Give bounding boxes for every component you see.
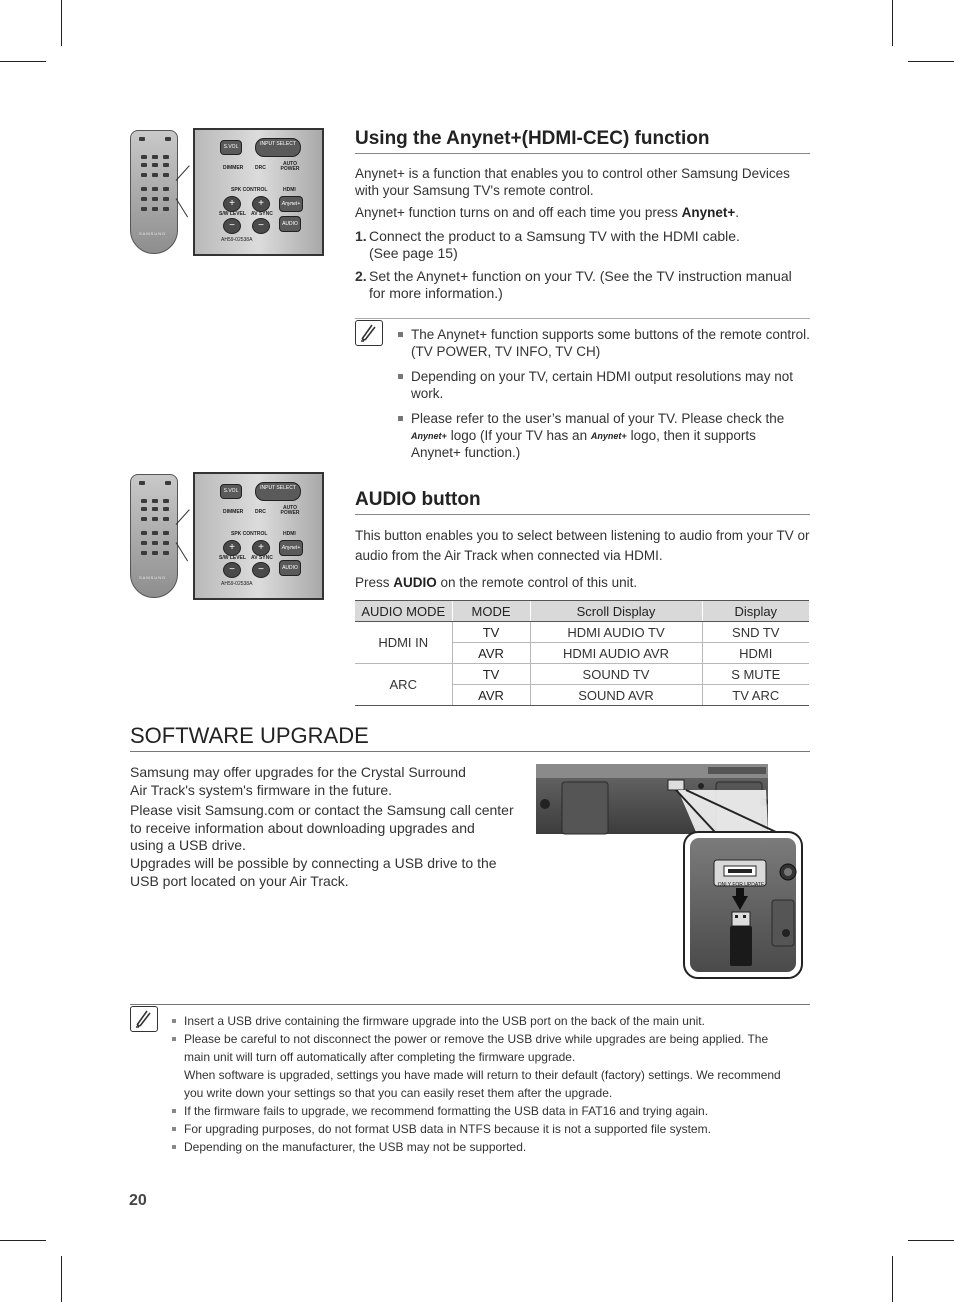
crop-mark bbox=[908, 61, 954, 62]
anynet-note-1: The Anynet+ function supports some buttons of the remote control. (TV POWER, TV INFO, TV CH) bbox=[397, 326, 811, 360]
remote-zoom-view bbox=[193, 472, 324, 600]
drc-label: DRC bbox=[255, 165, 266, 171]
software-upgrade-title: SOFTWARE UPGRADE bbox=[130, 723, 369, 748]
mode-cell: AVR bbox=[452, 643, 530, 664]
dimmer-label: DIMMER bbox=[223, 509, 244, 515]
anynet-note-2: Depending on your TV, certain HDMI output resolutions may not work. bbox=[397, 368, 811, 402]
software-note-5: Depending on the manufacturer, the USB may not be supported. bbox=[170, 1138, 810, 1156]
software-note-2: Please be careful to not disconnect the power or remove the USB drive while upgrades are being applied. The main unit will turn off automatically after completing the firmware upgrade. When software is upgraded, settings you have made will return to their default (factory) settings. We recommend you write down your settings so that you can easily reset them after the upgrade. bbox=[170, 1030, 810, 1102]
remote-brand: SAMSUNG bbox=[139, 231, 167, 236]
crop-mark bbox=[908, 1240, 954, 1241]
crop-mark bbox=[892, 1256, 893, 1302]
plus-icon: + bbox=[252, 196, 270, 212]
av-sync-label: AV SYNC bbox=[251, 211, 273, 217]
remote-full-view bbox=[130, 474, 178, 598]
minus-icon: − bbox=[252, 218, 270, 234]
note-rule bbox=[355, 318, 810, 319]
audio-mode-cell: HDMI IN bbox=[355, 622, 452, 664]
anynet-button: Anynet+ bbox=[279, 196, 303, 212]
drc-label: DRC bbox=[255, 509, 266, 515]
crop-mark bbox=[0, 61, 46, 62]
model-number: AH59-02538A bbox=[221, 237, 253, 243]
spk-control-label: SPK CONTROL bbox=[231, 187, 268, 193]
minus-icon: − bbox=[223, 218, 241, 234]
crop-mark bbox=[61, 0, 62, 46]
crop-mark bbox=[61, 1256, 62, 1302]
title-rule bbox=[355, 514, 810, 515]
spk-control-label: SPK CONTROL bbox=[231, 531, 268, 537]
minus-icon: − bbox=[223, 562, 241, 578]
scroll-display-cell: SOUND AVR bbox=[530, 685, 702, 706]
remote-illustration-audio bbox=[130, 472, 324, 600]
anynet-note-3: Please refer to the user’s manual of your TV. Please check the Anynet+ logo (If your TV has an Anynet+ logo, then it supports Anynet+ function.) bbox=[397, 410, 811, 461]
remote-illustration-anynet bbox=[130, 128, 324, 256]
input-select-button: INPUT SELECT bbox=[255, 482, 301, 501]
svol-button: S.VOL bbox=[220, 484, 242, 499]
note-rule bbox=[130, 1004, 810, 1005]
hdmi-label: HDMI bbox=[283, 531, 296, 537]
software-note-4: For upgrading purposes, do not format USB data in NTFS because it is not a supported file system. bbox=[170, 1120, 810, 1138]
table-header: MODE bbox=[452, 601, 530, 622]
table-header: Scroll Display bbox=[530, 601, 702, 622]
scroll-display-cell: HDMI AUDIO TV bbox=[530, 622, 702, 643]
sw-level-label: S/W LEVEL bbox=[219, 555, 246, 561]
av-sync-label: AV SYNC bbox=[251, 555, 273, 561]
note-pencil-icon bbox=[130, 1006, 158, 1032]
anynet-intro: Anynet+ is a function that enables you to control other Samsung Devices with your Samsung TV's remote control. bbox=[355, 166, 790, 198]
anynet-logo-icon: Anynet+ bbox=[411, 431, 447, 442]
audio-press-text: Press AUDIO on the remote control of this unit. bbox=[355, 575, 638, 590]
display-cell: S MUTE bbox=[702, 664, 809, 685]
hdmi-label: HDMI bbox=[283, 187, 296, 193]
svol-button: S.VOL bbox=[220, 140, 242, 155]
crop-mark bbox=[892, 0, 893, 46]
sw-level-label: S/W LEVEL bbox=[219, 211, 246, 217]
step-2: 2. Set the Anynet+ function on your TV. (See the TV instruction manual for more information.) bbox=[355, 268, 792, 301]
auto-power-label: AUTO POWER bbox=[280, 161, 300, 172]
auto-power-label: AUTO POWER bbox=[280, 505, 300, 516]
mode-cell: TV bbox=[452, 664, 530, 685]
usb-port-illustration bbox=[536, 764, 806, 982]
anynet-button: Anynet+ bbox=[279, 540, 303, 556]
usb-port-label: ONLY FOR UPDATE bbox=[717, 882, 765, 888]
plus-icon: + bbox=[252, 540, 270, 556]
title-rule bbox=[355, 153, 810, 154]
model-number: AH59-02538A bbox=[221, 581, 253, 587]
mode-cell: AVR bbox=[452, 685, 530, 706]
scroll-display-cell: SOUND TV bbox=[530, 664, 702, 685]
table-header: AUDIO MODE bbox=[355, 601, 452, 622]
audio-button: AUDIO bbox=[279, 216, 301, 232]
dimmer-label: DIMMER bbox=[223, 165, 244, 171]
audio-mode-table bbox=[355, 600, 809, 706]
plus-icon: + bbox=[223, 540, 241, 556]
audio-description: This button enables you to select between listening to audio from your TV or audio from the Air Track when connected via HDMI. bbox=[355, 528, 810, 563]
mode-cell: TV bbox=[452, 622, 530, 643]
display-cell: TV ARC bbox=[702, 685, 809, 706]
display-cell: HDMI bbox=[702, 643, 809, 664]
anynet-logo-icon: Anynet+ bbox=[590, 431, 627, 442]
anynet-toggle-text: Anynet+ function turns on and off each time you press Anynet+. bbox=[355, 205, 739, 220]
software-note-1: Insert a USB drive containing the firmware upgrade into the USB port on the back of the main unit. bbox=[170, 1012, 810, 1030]
anynet-title: Using the Anynet+(HDMI-CEC) function bbox=[355, 128, 710, 149]
software-paragraph-2: Please visit Samsung.com or contact the Samsung call center to receive information about downloading upgrades and using a USB drive. bbox=[130, 802, 514, 853]
minus-icon: − bbox=[252, 562, 270, 578]
remote-brand: SAMSUNG bbox=[139, 575, 167, 580]
note-pencil-icon bbox=[355, 320, 383, 346]
title-rule bbox=[130, 751, 810, 752]
crop-mark bbox=[0, 1240, 46, 1241]
table-header-row bbox=[355, 601, 809, 622]
table-row bbox=[355, 664, 809, 685]
table-row bbox=[355, 622, 809, 643]
input-select-button: INPUT SELECT bbox=[255, 138, 301, 157]
scroll-display-cell: HDMI AUDIO AVR bbox=[530, 643, 702, 664]
page-number: 20 bbox=[129, 1192, 147, 1209]
display-cell: SND TV bbox=[702, 622, 809, 643]
step-1: 1. Connect the product to a Samsung TV with the HDMI cable. (See page 15) bbox=[355, 228, 740, 261]
software-paragraph-1: Samsung may offer upgrades for the Crystal Surround Air Track's system's firmware in the future. bbox=[130, 764, 466, 798]
plus-icon: + bbox=[223, 196, 241, 212]
audio-button: AUDIO bbox=[279, 560, 301, 576]
remote-full-view bbox=[130, 130, 178, 254]
audio-mode-cell: ARC bbox=[355, 664, 452, 706]
table-header: Display bbox=[702, 601, 809, 622]
software-note-3: If the firmware fails to upgrade, we recommend formatting the USB data in FAT16 and trying again. bbox=[170, 1102, 810, 1120]
software-paragraph-3: Upgrades will be possible by connecting a USB drive to the USB port located on your Air Track. bbox=[130, 855, 497, 889]
audio-title: AUDIO button bbox=[355, 489, 481, 510]
remote-zoom-view bbox=[193, 128, 324, 256]
